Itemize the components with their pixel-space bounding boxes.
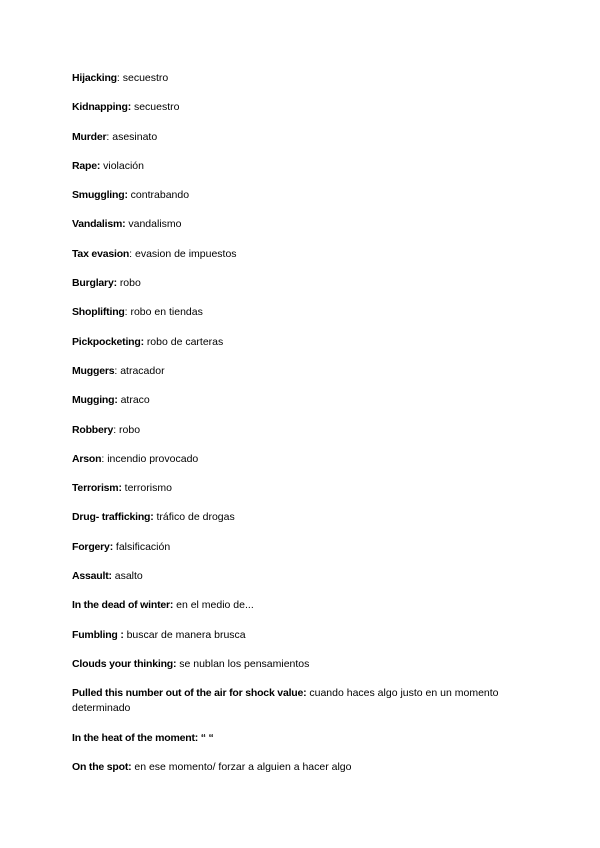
vocabulary-term: Hijacking bbox=[72, 72, 117, 84]
vocabulary-definition: atracador bbox=[120, 364, 165, 377]
term-separator: : bbox=[113, 423, 120, 436]
vocabulary-definition: tráfico de drogas bbox=[156, 511, 235, 524]
vocabulary-definition: vandalismo bbox=[128, 218, 182, 231]
term-separator: : bbox=[101, 452, 108, 465]
list-item bbox=[72, 247, 512, 262]
vocabulary-term: Shoplifting bbox=[72, 306, 125, 319]
vocabulary-term: Mugging: bbox=[72, 394, 118, 407]
vocabulary-term: Fumbling : bbox=[72, 628, 124, 641]
vocabulary-term: Drug- trafficking: bbox=[72, 511, 154, 524]
list-item bbox=[72, 71, 512, 86]
term-separator: : bbox=[114, 364, 121, 377]
list-item bbox=[72, 100, 512, 115]
list-item bbox=[72, 393, 512, 408]
vocabulary-definition: en ese momento/ forzar a alguien a hacer algo bbox=[134, 760, 352, 773]
list-item bbox=[72, 598, 512, 613]
vocabulary-term: In the dead of winter: bbox=[72, 599, 174, 612]
vocabulary-definition: atraco bbox=[120, 394, 150, 407]
list-item bbox=[72, 569, 512, 584]
list-item bbox=[72, 731, 512, 746]
list-item bbox=[72, 452, 512, 467]
vocabulary-term: Assault: bbox=[72, 570, 112, 583]
vocabulary-term: Smuggling: bbox=[72, 189, 128, 202]
vocabulary-definition: robo bbox=[119, 423, 141, 436]
list-item bbox=[72, 686, 512, 716]
vocabulary-definition: se nublan los pensamientos bbox=[179, 657, 310, 670]
list-item bbox=[72, 423, 512, 438]
vocabulary-definition: asesinato bbox=[112, 130, 158, 143]
list-item bbox=[72, 657, 512, 672]
vocabulary-definition: secuestro bbox=[122, 72, 169, 84]
list-item bbox=[72, 760, 512, 775]
vocabulary-term: Tax evasion bbox=[72, 247, 130, 260]
vocabulary-term: Robbery bbox=[72, 423, 114, 436]
term-separator: : bbox=[124, 306, 131, 319]
vocabulary-term: Vandalism: bbox=[72, 218, 126, 231]
vocabulary-definition: contrabando bbox=[130, 189, 190, 202]
vocabulary-definition: evasion de impuestos bbox=[134, 247, 237, 260]
vocabulary-definition: asalto bbox=[114, 570, 143, 583]
vocabulary-definition: terrorismo bbox=[124, 482, 172, 495]
vocabulary-term: Murder bbox=[72, 130, 107, 143]
vocabulary-definition: cuando haces algo justo en un momento determinado bbox=[72, 687, 499, 715]
list-item bbox=[72, 130, 512, 145]
list-item bbox=[72, 628, 512, 643]
vocabulary-term: Burglary: bbox=[72, 277, 117, 290]
list-item bbox=[72, 276, 512, 291]
term-separator: : bbox=[116, 72, 123, 84]
vocabulary-term: Rape: bbox=[72, 159, 101, 172]
list-item bbox=[72, 159, 512, 174]
vocabulary-term: Muggers bbox=[72, 364, 115, 377]
vocabulary-definition: falsificación bbox=[115, 540, 171, 553]
list-item bbox=[72, 364, 512, 379]
vocabulary-term: Pickpocketing: bbox=[72, 335, 144, 348]
vocabulary-list bbox=[72, 71, 512, 789]
vocabulary-definition: robo bbox=[119, 277, 141, 290]
vocabulary-term: Forgery: bbox=[72, 540, 113, 553]
vocabulary-term: Kidnapping: bbox=[72, 101, 132, 114]
vocabulary-term: On the spot: bbox=[72, 760, 132, 773]
vocabulary-definition: secuestro bbox=[133, 101, 180, 114]
list-item bbox=[72, 481, 512, 496]
vocabulary-definition: robo de carteras bbox=[146, 335, 224, 348]
list-item bbox=[72, 188, 512, 203]
list-item bbox=[72, 510, 512, 525]
vocabulary-definition: buscar de manera brusca bbox=[126, 628, 246, 641]
term-separator: : bbox=[129, 247, 135, 260]
vocabulary-term: In the heat of the moment: “ “ bbox=[72, 731, 214, 744]
vocabulary-definition: en el medio de... bbox=[176, 599, 254, 612]
term-separator: : bbox=[106, 130, 113, 143]
list-item bbox=[72, 335, 512, 350]
vocabulary-term: Clouds your thinking: bbox=[72, 657, 177, 670]
vocabulary-term: Pulled this number out of the air for shock value: bbox=[72, 687, 307, 700]
list-item bbox=[72, 217, 512, 232]
list-item bbox=[72, 540, 512, 555]
vocabulary-term: Terrorism: bbox=[72, 482, 122, 495]
list-item bbox=[72, 305, 512, 320]
vocabulary-definition: violación bbox=[103, 159, 144, 172]
vocabulary-definition: incendio provocado bbox=[107, 452, 199, 465]
vocabulary-definition: robo en tiendas bbox=[130, 306, 203, 319]
vocabulary-term: Arson bbox=[72, 452, 102, 465]
